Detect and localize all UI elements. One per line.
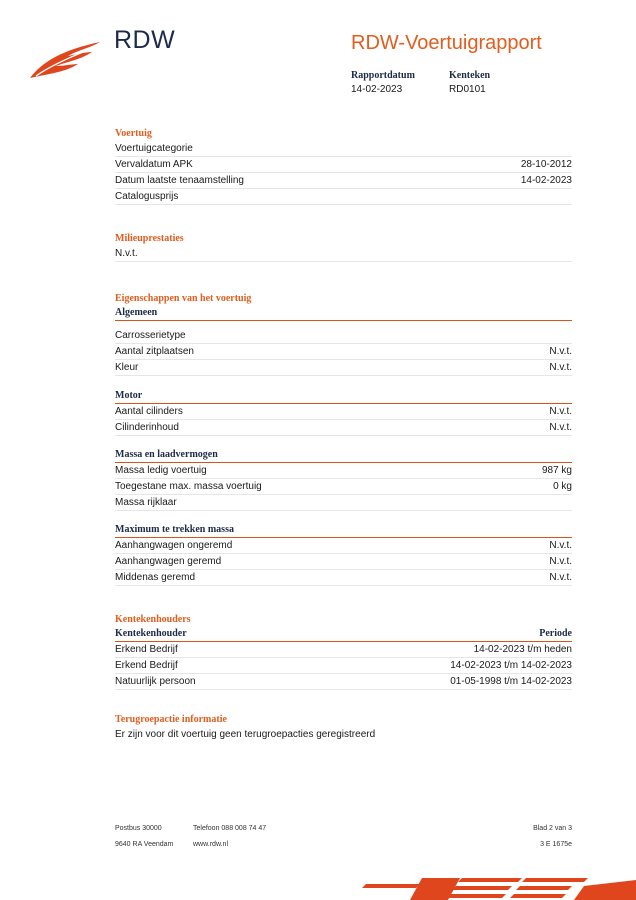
row-label: Voertuigcategorie: [115, 143, 193, 154]
row-label: Erkend Bedrijf: [115, 644, 178, 655]
row-label: Kleur: [115, 362, 139, 373]
section-title: Voertuig: [115, 128, 152, 139]
column-header-holder: Kentekenhouder: [115, 628, 187, 639]
table-row: [115, 246, 572, 262]
table-row: [115, 157, 572, 173]
row-value: N.v.t.: [549, 572, 572, 583]
table-row: [115, 570, 572, 586]
plate-label: Kenteken: [449, 70, 491, 81]
row-label: Datum laatste tenaamstelling: [115, 175, 244, 186]
table-row: [115, 173, 572, 189]
row-value: 28-10-2012: [520, 159, 572, 170]
table-row: [115, 404, 572, 420]
table-row: [115, 360, 572, 376]
section-title: Terugroepactie informatie: [115, 714, 227, 725]
table-row: [115, 642, 572, 658]
row-label: Middenas geremd: [115, 572, 196, 583]
row-value: N.v.t.: [549, 422, 572, 433]
logo-wordmark: RDW: [114, 26, 176, 54]
section-eigenschappen: [115, 291, 572, 376]
row-label: Carrosserietype: [115, 330, 186, 341]
decorative-stripes-icon: [362, 874, 636, 900]
recall-text: Er zijn voor dit voertuig geen terugroepacties geregistreerd: [115, 729, 376, 740]
row-value: 14-02-2023 t/m heden: [473, 644, 572, 655]
subsection-title: Maximum te trekken massa: [115, 523, 572, 538]
footer-postbus: Postbus 30000: [115, 825, 162, 832]
table-row: [115, 538, 572, 554]
table-row: [115, 189, 572, 205]
row-value: N.v.t.: [549, 346, 572, 357]
section-kentekenhouders: [115, 612, 572, 690]
row-label: Vervaldatum APK: [115, 159, 193, 170]
row-label: Natuurlijk persoon: [115, 676, 196, 687]
row-label: Catalogusprijs: [115, 191, 179, 202]
footer-code: 3 E 1675e: [540, 841, 572, 848]
row-value: 0 kg: [553, 481, 572, 492]
section-massa: [115, 448, 572, 511]
section-terugroepactie: [115, 712, 572, 742]
table-row: [115, 328, 572, 344]
subsection-title: Algemeen: [115, 306, 572, 321]
row-label: Aantal zitplaatsen: [115, 346, 194, 357]
table-row: [115, 420, 572, 436]
rdw-logo-icon: [28, 40, 104, 80]
section-voertuig: [115, 126, 572, 205]
table-row: [115, 554, 572, 570]
section-title: Kentekenhouders: [115, 614, 191, 625]
row-label: Massa rijklaar: [115, 497, 177, 508]
report-date-value: 14-02-2023: [351, 84, 403, 95]
table-row: [115, 344, 572, 360]
section-motor: [115, 389, 572, 436]
row-label: N.v.t.: [115, 248, 138, 259]
row-label: Aantal cilinders: [115, 406, 183, 417]
row-value: 987 kg: [541, 465, 572, 476]
table-row: [115, 495, 572, 511]
section-title: Eigenschappen van het voertuig: [115, 293, 252, 304]
table-row: [115, 479, 572, 495]
table-row: [115, 463, 572, 479]
report-date-label: Rapportdatum: [351, 70, 415, 81]
row-value: N.v.t.: [549, 540, 572, 551]
table-header: [115, 627, 572, 642]
section-trekken: [115, 523, 572, 586]
footer-page: Blad 2 van 3: [533, 825, 572, 832]
table-row: [115, 658, 572, 674]
column-header-period: Periode: [539, 628, 572, 639]
row-label: Aanhangwagen geremd: [115, 556, 222, 567]
table-row: [115, 141, 572, 157]
row-label: Cilinderinhoud: [115, 422, 179, 433]
section-milieu: [115, 231, 572, 262]
footer-phone: Telefoon 088 008 74 47: [193, 825, 267, 832]
row-label: Erkend Bedrijf: [115, 660, 178, 671]
row-value: 14-02-2023: [520, 175, 572, 186]
report-title: RDW-Voertuigrapport: [351, 32, 542, 54]
subsection-title: Motor: [115, 389, 572, 404]
row-value: N.v.t.: [549, 362, 572, 373]
footer-website: www.rdw.nl: [193, 841, 229, 848]
row-value: N.v.t.: [549, 406, 572, 417]
footer-address: 9640 RA Veendam: [115, 841, 174, 848]
row-value: 14-02-2023 t/m 14-02-2023: [450, 660, 572, 671]
subsection-title: Massa en laadvermogen: [115, 448, 572, 463]
table-row: [115, 674, 572, 690]
row-label: Aanhangwagen ongeremd: [115, 540, 233, 551]
row-label: Toegestane max. massa voertuig: [115, 481, 262, 492]
row-value: N.v.t.: [549, 556, 572, 567]
row-value: 01-05-1998 t/m 14-02-2023: [450, 676, 572, 687]
plate-value: RD0101: [449, 84, 486, 95]
row-label: Massa ledig voertuig: [115, 465, 207, 476]
section-title: Milieuprestaties: [115, 233, 184, 244]
